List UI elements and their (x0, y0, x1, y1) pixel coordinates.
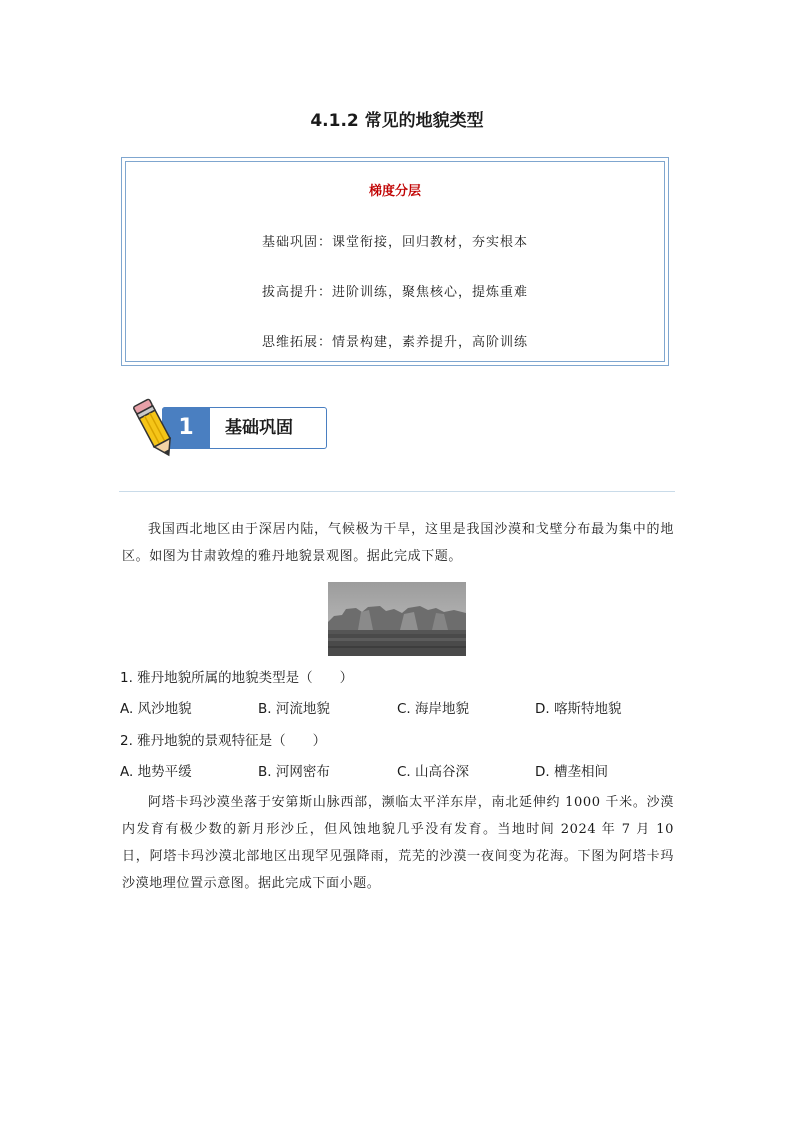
pencil-icon (132, 397, 180, 461)
tier-info-box (121, 157, 669, 366)
passage-2: 阿塔卡玛沙漠坐落于安第斯山脉西部，濒临太平洋东岸，南北延伸约 1000 千米。沙漠内发育有极少数的新月形沙丘，但风蚀地貌几乎没有发育。当地时间 2024 年 7 月 10 日，阿塔卡玛沙漠北部地区出现罕见强降雨，荒芜的沙漠一夜间变为花海。下图为阿塔卡玛沙漠地理位置示意图。据此完成下面小题。 (122, 795, 674, 891)
yardang-photo-drawing (328, 582, 466, 656)
tier-line-extension: 思维拓展：情景构建，素养提升，高阶训练 (261, 335, 528, 350)
tier-heading: 梯度分层 (368, 184, 421, 199)
passage-1: 我国西北地区由于深居内陆，气候极为干旱，这里是我国沙漠和戈壁分布最为集中的地区。如图为甘肃敦煌的雅丹地貌景观图。据此完成下题。 (122, 522, 674, 564)
question-1-option-b[interactable]: B. 河流地貌 (258, 701, 330, 717)
section-number: 1 (162, 407, 210, 449)
question-2-option-b[interactable]: B. 河网密布 (258, 764, 330, 780)
tier-line-advanced: 拔高提升：进阶训练，聚焦核心，提炼重难 (261, 285, 528, 300)
tier-line-basic: 基础巩固：课堂衔接，回归教材，夯实根本 (261, 235, 528, 250)
section-banner (132, 397, 332, 461)
page-title: 4.1.2 常见的地貌类型 (310, 111, 484, 131)
question-2-option-c[interactable]: C. 山高谷深 (397, 764, 470, 780)
yardang-landscape-photo (328, 582, 466, 656)
question-1-stem: 1. 雅丹地貌所属的地貌类型是（ ） (120, 670, 354, 686)
section-label: 基础巩固 (225, 418, 293, 438)
section-divider (119, 491, 675, 492)
question-2-stem: 2. 雅丹地貌的景观特征是（ ） (120, 733, 327, 749)
question-1-option-d[interactable]: D. 喀斯特地貌 (535, 701, 622, 717)
question-2-option-a[interactable]: A. 地势平缓 (120, 764, 192, 780)
question-1-option-a[interactable]: A. 风沙地貌 (120, 701, 192, 717)
question-1-option-c[interactable]: C. 海岸地貌 (397, 701, 470, 717)
question-2-option-d[interactable]: D. 槽垄相间 (535, 764, 608, 780)
